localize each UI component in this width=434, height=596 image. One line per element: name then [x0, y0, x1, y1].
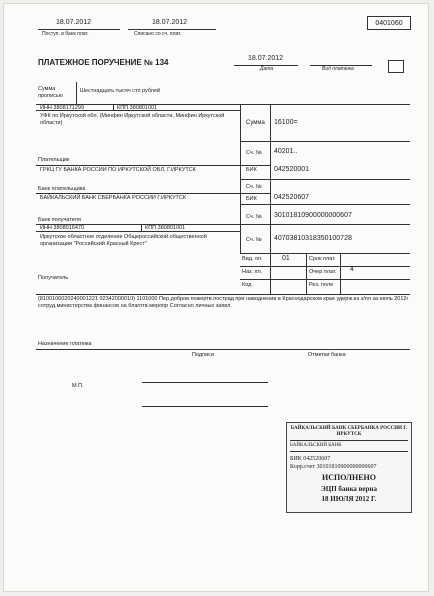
- signatures-label: Подписи: [192, 352, 214, 358]
- payee-bank-corr: 30101810900000000607: [274, 212, 352, 219]
- amount-label: Сумма: [246, 120, 265, 126]
- document-date: 18.07.2012: [248, 55, 284, 62]
- payee-name: Иркутское областное отделение Общероссийской общественной организации "Российский Красный Крест": [40, 234, 207, 247]
- code-label: Код: [242, 282, 252, 288]
- amount-words-label-1: Сумма: [38, 86, 56, 92]
- date-received: 18.07.2012: [56, 19, 92, 26]
- payee-account: 40703810318350100728: [274, 235, 352, 242]
- stamp-status: ИСПОЛНЕНО: [321, 473, 376, 482]
- grid-line: [36, 224, 410, 225]
- stamp-bank-short: БАЙКАЛЬСКИЙ БАНК: [290, 443, 342, 448]
- payer-kpp: КПП 380801001: [117, 105, 158, 111]
- payee-bank-label: Банк получателя: [38, 217, 81, 223]
- payee-bank-bik-label: БИК: [246, 196, 257, 202]
- date-debited-label: Списано со сч. плат.: [134, 31, 182, 37]
- payer-account-label: Сч. №: [246, 150, 262, 156]
- payer-bank-bik: 042520001: [274, 166, 310, 173]
- date-received-label: Поступ. в банк плат.: [42, 31, 89, 37]
- payee-bank-corr-label: Сч. №: [246, 214, 262, 220]
- signature-line-1: [142, 382, 268, 383]
- payer-account: 40201..: [274, 148, 298, 155]
- grid-line: [141, 224, 142, 231]
- payee-kpp: КПП 380801001: [145, 225, 186, 231]
- grid-line: [240, 179, 410, 180]
- status-box: [388, 60, 404, 73]
- payment-order-sheet: [3, 3, 429, 592]
- amount-value: 16100=: [274, 119, 298, 126]
- grid-line: [240, 279, 410, 280]
- date-debited-line: [128, 29, 216, 30]
- grid-line: [240, 266, 410, 267]
- grid-line: [36, 231, 240, 232]
- grid-line: [340, 253, 341, 294]
- payment-purpose-label: Назначение платежа: [38, 341, 92, 347]
- stamp-date: 18 ИЮЛЯ 2012 Г.: [321, 495, 377, 503]
- grid-line: [240, 253, 410, 254]
- stamp-place-label: М.П.: [72, 383, 84, 389]
- payee-account-label: Сч. №: [246, 237, 262, 243]
- signature-line-2: [142, 406, 268, 407]
- payer-inn: ИНН 3808171299: [40, 105, 85, 111]
- payment-purpose: (8100106020240001221 02342000010) 1101000 Пер.добров пожертв.пострад при наводнении в Краснодарском крае удерж.из з/пл за июль 2012г сотруд.министерства финансов на благотв.меропр Согласно личных заявл.: [38, 296, 409, 309]
- stamp-corr-account: Корр.счет 30101810900000000607: [290, 464, 377, 470]
- grid-line: [240, 141, 410, 142]
- date-debited: 18.07.2012: [152, 19, 188, 26]
- grid-line: [36, 349, 410, 350]
- payer-name: УФК по Иркутской обл. (Минфин Иркутской области, Минфин Иркутской области): [40, 113, 225, 126]
- payer-bank-label: Банк плательщика: [38, 186, 86, 192]
- bank-marks-label: Отметки банка: [308, 352, 346, 358]
- payer-bank-name: ГРКЦ ГУ БАНКА РОССИИ ПО ИРКУТСКОЙ ОБЛ. Г.ИРКУТСК: [40, 167, 196, 173]
- payer-bank-corr-label: Сч. №: [246, 184, 262, 190]
- op-type-label: Вид. оп.: [242, 256, 263, 262]
- stamp-bank-name: БАЙКАЛЬСКИЙ БАНК СБЕРБАНКА РОССИИ Г. ИРКУТСК: [290, 426, 408, 437]
- stamp-bik: БИК 042520607: [290, 456, 331, 462]
- page-title: ПЛАТЕЖНОЕ ПОРУЧЕНИЕ № 134: [38, 58, 169, 67]
- amount-words-divider: [76, 82, 77, 104]
- stamp-line: [290, 451, 408, 452]
- date-received-line: [38, 29, 120, 30]
- payment-type-label: Вид платежа: [322, 66, 354, 72]
- form-code: 0401060: [367, 16, 411, 30]
- payer-bank-bik-label: БИК: [246, 167, 257, 173]
- priority-label: Очер плат.: [309, 269, 337, 275]
- op-type: 01: [282, 255, 290, 262]
- reserve-field-label: Рез. поле: [309, 282, 334, 288]
- payee-bank-bik: 042520607: [274, 194, 310, 201]
- due-date-label: Срок плат.: [309, 256, 336, 262]
- stamp-line: [290, 440, 408, 441]
- payee-label: Получатель: [38, 275, 69, 281]
- bank-stamp: [286, 422, 412, 513]
- payee-inn: ИНН 3808016470: [40, 225, 85, 231]
- document-date-label: Дата: [260, 66, 274, 72]
- payer-label: Плательщик: [38, 157, 70, 163]
- payee-bank-name: БАЙКАЛЬСКИЙ БАНК СБЕРБАНКА РОССИИ Г.ИРКУТСК: [40, 195, 187, 201]
- grid-line: [36, 104, 410, 105]
- grid-line: [306, 253, 307, 294]
- grid-line: [240, 204, 410, 205]
- grid-line: [36, 193, 270, 194]
- grid-line: [113, 104, 114, 110]
- stamp-signature: ЭЦП банка верна: [321, 485, 377, 493]
- grid-line: [36, 165, 270, 166]
- grid-line: [36, 294, 410, 295]
- amount-words-label-2: прописью: [38, 93, 63, 99]
- amount-in-words: Шестнадцать тысяч сто рублей: [80, 88, 161, 94]
- purpose-code-label: Наз. пл.: [242, 269, 263, 275]
- priority-value: 4: [350, 266, 354, 273]
